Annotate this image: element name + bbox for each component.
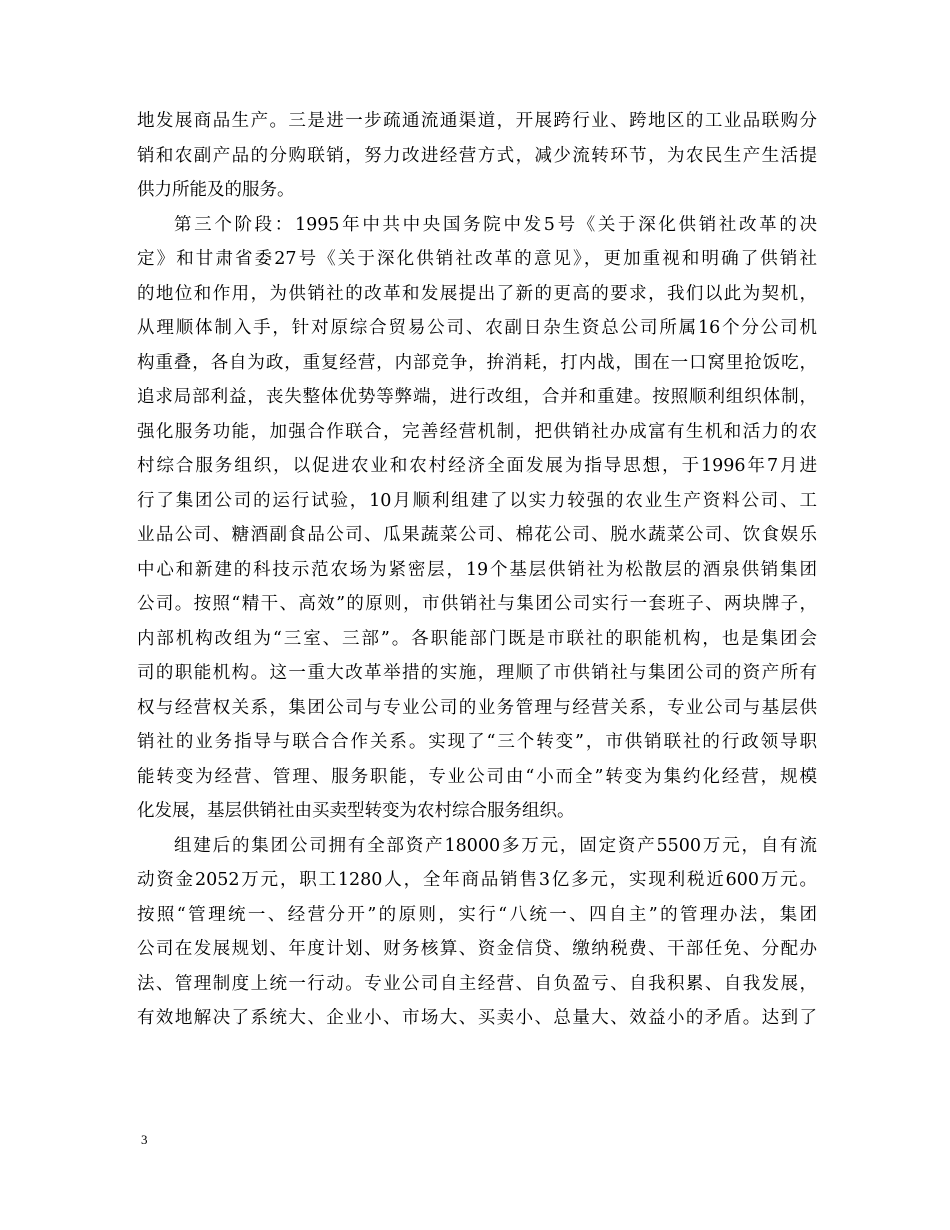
text-line: 供力所能及的服务。 (137, 180, 295, 200)
text-line: 定》和甘肃省委27号《关于深化供销社改革的意见》，更加重视和明确了供销社 (137, 249, 817, 269)
text-line: 中心和新建的科技示范农场为紧密层，19个基层供销社为松散层的酒泉供销集团 (137, 559, 817, 580)
text-line: 行了集团公司的运行试验，10月顺利组建了以实力较强的农业生产资料公司、工 (137, 490, 817, 511)
text-line: 第三个阶段：1995年中共中央国务院中发5号《关于深化供销社改革的决 (174, 214, 817, 235)
text-line: 能转变为经营、管理、服务职能，专业公司由“小而全”转变为集约化经营，规模 (137, 766, 817, 787)
text-line: 按照“管理统一、经营分开”的原则，实行“八统一、四自主”的管理办法，集团 (137, 904, 817, 925)
text-line: 追求局部利益，丧失整体优势等弊端，进行改组，合并和重建。按照顺利组织体制， (137, 387, 817, 407)
text-line: 法、管理制度上统一行动。专业公司自主经营、自负盈亏、自我积累、自我发展， (137, 973, 817, 994)
text-line: 的地位和作用，为供销社的改革和发展提出了新的更高的要求，我们以此为契机， (137, 283, 817, 304)
text-line: 强化服务功能，加强合作联合，完善经营机制，把供销社办成富有生机和活力的农 (137, 421, 817, 442)
text-line: 销社的业务指导与联合合作关系。实现了“三个转变”，市供销联社的行政领导职 (137, 732, 817, 752)
page-number: 3 (141, 1132, 148, 1147)
text-line: 构重叠，各自为政，重复经营，内部竞争，拚消耗，打内战，围在一口窝里抢饭吃， (137, 352, 817, 373)
text-line: 公司在发展规划、年度计划、财务核算、资金信贷、缴纳税费、干部任免、分配办 (137, 939, 817, 959)
text-line: 司的职能机构。这一重大改革举措的实施，理顺了市供销社与集团公司的资产所有 (137, 663, 817, 683)
text-line: 有效地解决了系统大、企业小、市场大、买卖小、总量大、效益小的矛盾。达到了 (137, 1008, 817, 1028)
text-line: 公司。按照“精干、高效”的原则，市供销社与集团公司实行一套班子、两块牌子， (137, 594, 817, 614)
text-line: 销和农副产品的分购联销，努力改进经营方式，减少流转环节，为农民生产生活提 (137, 145, 817, 166)
paragraph (137, 208, 817, 829)
text-line: 从理顺体制入手，针对原综合贸易公司、农副日杂生资总公司所属16个分公司机 (137, 318, 817, 338)
text-line: 权与经营权关系，集团公司与专业公司的业务管理与经营关系，专业公司与基层供 (137, 697, 817, 718)
text-line: 动资金2052万元，职工1280人，全年商品销售3亿多元，实现利税近600万元。 (137, 870, 817, 890)
text-line: 地发展商品生产。三是进一步疏通流通渠道，开展跨行业、跨地区的工业品联购分 (137, 111, 817, 131)
paragraph (137, 104, 817, 208)
text-line: 业品公司、糖酒副食品公司、瓜果蔬菜公司、棉花公司、脱水蔬菜公司、饮食娱乐 (137, 525, 817, 545)
text-line: 组建后的集团公司拥有全部资产18000多万元，固定资产5500万元，自有流 (174, 835, 817, 856)
document-body (137, 104, 817, 1036)
text-line: 化发展，基层供销社由买卖型转变为农村综合服务组织。 (137, 801, 575, 821)
text-line: 村综合服务组织，以促进农业和农村经济全面发展为指导思想，于1996年7月进 (137, 456, 817, 476)
text-line: 内部机构改组为“三室、三部”。各职能部门既是市联社的职能机构，也是集团会 (137, 628, 817, 649)
paragraph (137, 829, 817, 1036)
